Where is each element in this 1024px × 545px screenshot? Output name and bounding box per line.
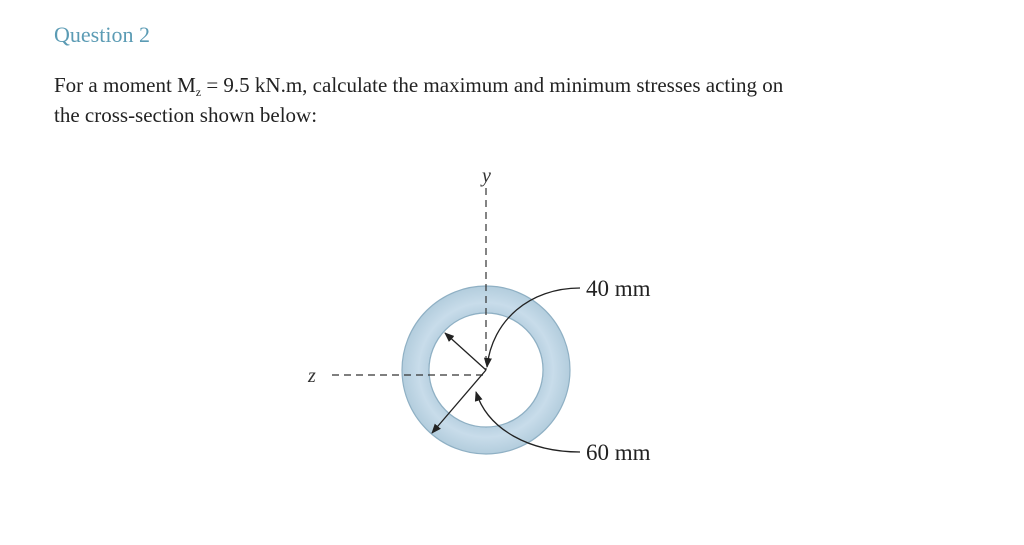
question-text-prefix: For a moment M xyxy=(54,73,196,97)
outer-dimension-label: 60 mm xyxy=(586,440,651,465)
question-title: Question 2 xyxy=(54,22,150,47)
z-axis-label: z xyxy=(308,365,316,387)
y-axis-label: y xyxy=(482,165,491,187)
question-text-suffix: = 9.5 kN.m, calculate the maximum and minimum stresses acting on xyxy=(201,73,784,97)
question-text-line2: the cross-section shown below: xyxy=(54,103,318,127)
moment-subscript: z xyxy=(195,85,202,99)
inner-dimension-label: 40 mm xyxy=(586,276,651,301)
